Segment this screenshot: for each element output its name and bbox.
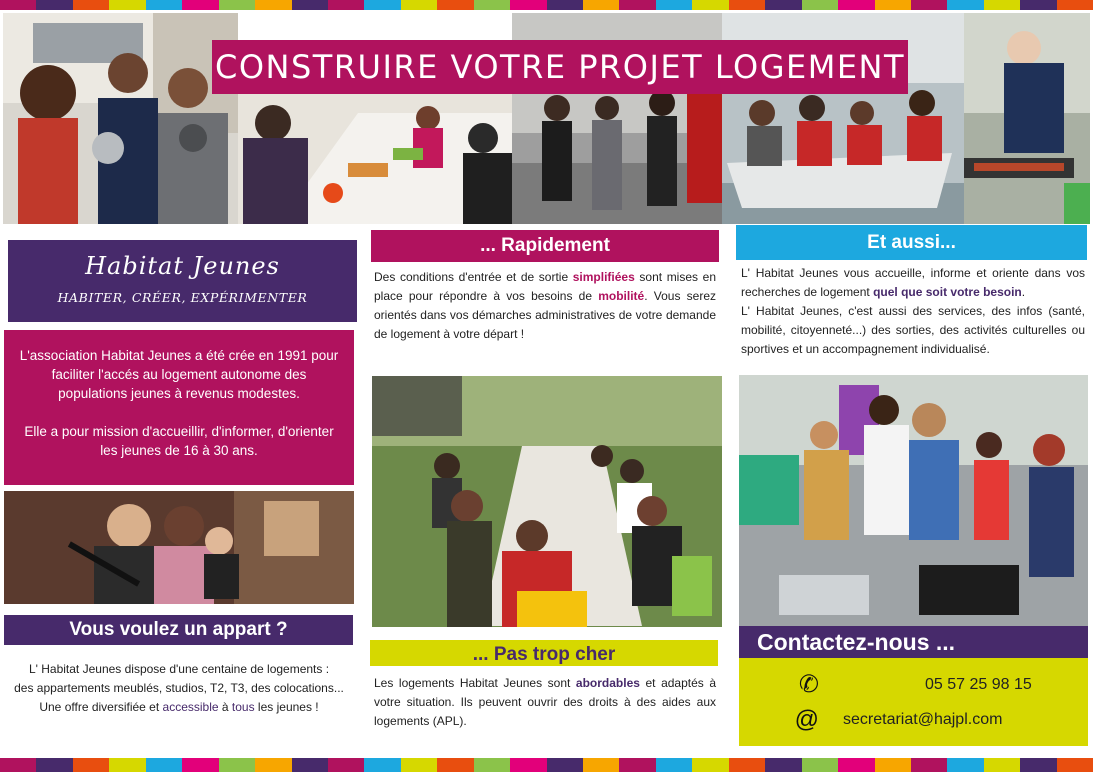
- at-sign-icon: @: [794, 706, 819, 733]
- stripe-segment: [36, 0, 72, 10]
- et-aussi-text: [741, 264, 1085, 359]
- appart-line-3-start: Une offre diversifiée et: [39, 700, 163, 714]
- stripe-segment: [802, 758, 838, 772]
- stripe-segment: [765, 0, 801, 10]
- habitat-subtitle: HABITER, CRÉER, EXPÉRIMENTER: [57, 290, 308, 305]
- habitat-title: Habitat Jeunes: [85, 252, 280, 280]
- photo-group-meal: [372, 376, 722, 627]
- contact-panel: [739, 658, 1088, 746]
- photo-barbecue: [964, 13, 1090, 224]
- abordables-highlight: abordables: [575, 676, 640, 690]
- stripe-segment: [1057, 0, 1093, 10]
- stripe-segment: [182, 0, 218, 10]
- stripe-segment: [219, 0, 255, 10]
- association-panel: [4, 330, 354, 485]
- appart-text: [4, 660, 354, 717]
- photo-karaoke: [739, 375, 1088, 626]
- appart-line-1: L' Habitat Jeunes dispose d'une centaine de logements :: [28, 662, 330, 676]
- bottom-color-stripe: [0, 758, 1093, 772]
- stripe-segment: [875, 0, 911, 10]
- stripe-segment: [292, 0, 328, 10]
- stripe-segment: [182, 758, 218, 772]
- habitat-jeunes-panel: [8, 240, 357, 322]
- rapidement-heading: ... Rapidement: [371, 230, 719, 262]
- appart-heading: Vous voulez un appart ?: [4, 615, 353, 645]
- stripe-segment: [1057, 758, 1093, 772]
- stripe-segment: [401, 0, 437, 10]
- stripe-segment: [947, 758, 983, 772]
- stripe-segment: [255, 0, 291, 10]
- stripe-segment: [692, 0, 728, 10]
- association-paragraph-1: L'association Habitat Jeunes a été crée en 1991 pour faciliter l'accés au logement autonome des populations jeunes à revenus modestes.: [19, 348, 339, 401]
- contact-email-row: [739, 706, 1088, 734]
- rapidement-text-3: . Vous serez orientés dans vos démarches administratives de votre demande de logement à votre départ !: [374, 289, 716, 341]
- stripe-segment: [984, 0, 1020, 10]
- appart-line-3-end: les jeunes !: [254, 700, 319, 714]
- stripe-segment: [255, 758, 291, 772]
- email-address[interactable]: secretariat@hajpl.com: [843, 711, 1003, 728]
- appart-line-3: [4, 698, 354, 717]
- top-color-stripe: [0, 0, 1093, 10]
- phone-icon: ✆: [798, 671, 819, 698]
- photo-meal-table: [238, 93, 512, 224]
- stripe-segment: [474, 0, 510, 10]
- stripe-segment: [692, 758, 728, 772]
- contact-heading: Contactez-nous ...: [739, 626, 1088, 658]
- stripe-segment: [802, 0, 838, 10]
- aussi-text-1: L' Habitat Jeunes vous accueille, informe et oriente dans vos recherches de logement: [741, 266, 1085, 299]
- stripe-segment: [328, 0, 364, 10]
- stripe-segment: [547, 758, 583, 772]
- et-aussi-paragraph-1: [741, 264, 1085, 302]
- stripe-segment: [729, 758, 765, 772]
- stripe-segment: [510, 758, 546, 772]
- stripe-segment: [984, 758, 1020, 772]
- stripe-segment: [619, 0, 655, 10]
- stripe-segment: [292, 758, 328, 772]
- stripe-segment: [73, 758, 109, 772]
- stripe-segment: [547, 0, 583, 10]
- stripe-segment: [911, 758, 947, 772]
- appart-tous-highlight: tous: [231, 700, 255, 714]
- stripe-segment: [474, 758, 510, 772]
- stripe-segment: [875, 758, 911, 772]
- page-title: CONSTRUIRE VOTRE PROJET LOGEMENT: [212, 40, 908, 94]
- stripe-segment: [619, 758, 655, 772]
- rapidement-text-1: Des conditions d'entrée et de sortie: [374, 270, 573, 284]
- stripe-segment: [911, 0, 947, 10]
- stripe-segment: [1020, 758, 1056, 772]
- et-aussi-paragraph-2: L' Habitat Jeunes, c'est aussi des services, des infos (santé, mobilité, citoyenneté...) des sorties, des activités culturelles ou sportives et un accompagnement individualisé.: [741, 304, 1085, 356]
- stripe-segment: [729, 0, 765, 10]
- et-aussi-heading: Et aussi...: [736, 225, 1087, 260]
- stripe-segment: [401, 758, 437, 772]
- stripe-segment: [947, 0, 983, 10]
- stripe-segment: [0, 758, 36, 772]
- stripe-segment: [146, 758, 182, 772]
- stripe-segment: [838, 758, 874, 772]
- stripe-segment: [656, 0, 692, 10]
- stripe-segment: [109, 758, 145, 772]
- stripe-segment: [510, 0, 546, 10]
- mobilite-highlight: mobilité: [598, 289, 645, 303]
- phone-number[interactable]: 05 57 25 98 15: [925, 675, 1032, 693]
- stripe-segment: [583, 0, 619, 10]
- stripe-segment: [838, 0, 874, 10]
- stripe-segment: [1020, 0, 1056, 10]
- stripe-segment: [364, 758, 400, 772]
- appart-accessible-highlight: accessible: [162, 700, 219, 714]
- rapidement-text-2: sont mises en place pour répondre à vos besoins de: [374, 270, 716, 303]
- stripe-segment: [109, 0, 145, 10]
- stripe-segment: [219, 758, 255, 772]
- simplifiees-highlight: simplifiées: [572, 270, 635, 284]
- stripe-segment: [656, 758, 692, 772]
- appart-line-2: des appartements meublés, studios, T2, T3, des colocations...: [14, 681, 344, 695]
- stripe-segment: [437, 0, 473, 10]
- appart-line-3-mid: à: [218, 700, 232, 714]
- contact-phone-row: [739, 670, 1088, 699]
- association-paragraph-2: Elle a pour mission d'accueillir, d'informer, d'orienter les jeunes de 16 à 30 ans.: [24, 424, 334, 458]
- cher-text-1: Les logements Habitat Jeunes sont: [374, 676, 576, 690]
- stripe-segment: [583, 758, 619, 772]
- stripe-segment: [328, 758, 364, 772]
- pas-trop-cher-text: [374, 674, 716, 731]
- stripe-segment: [765, 758, 801, 772]
- rapidement-text: [374, 268, 716, 344]
- stripe-segment: [364, 0, 400, 10]
- stripe-segment: [73, 0, 109, 10]
- stripe-segment: [146, 0, 182, 10]
- stripe-segment: [0, 0, 36, 10]
- stripe-segment: [437, 758, 473, 772]
- aussi-text-2: .: [1021, 285, 1026, 299]
- photo-family: [4, 491, 354, 604]
- besoin-highlight: quel que soit votre besoin: [873, 285, 1022, 299]
- cher-text-2: et adaptés à votre situation. Ils peuvent ouvrir des droits à des aides aux logements (APL).: [374, 676, 716, 728]
- stripe-segment: [36, 758, 72, 772]
- pas-trop-cher-heading: ... Pas trop cher: [370, 640, 718, 666]
- photo-kitchen: [3, 13, 238, 224]
